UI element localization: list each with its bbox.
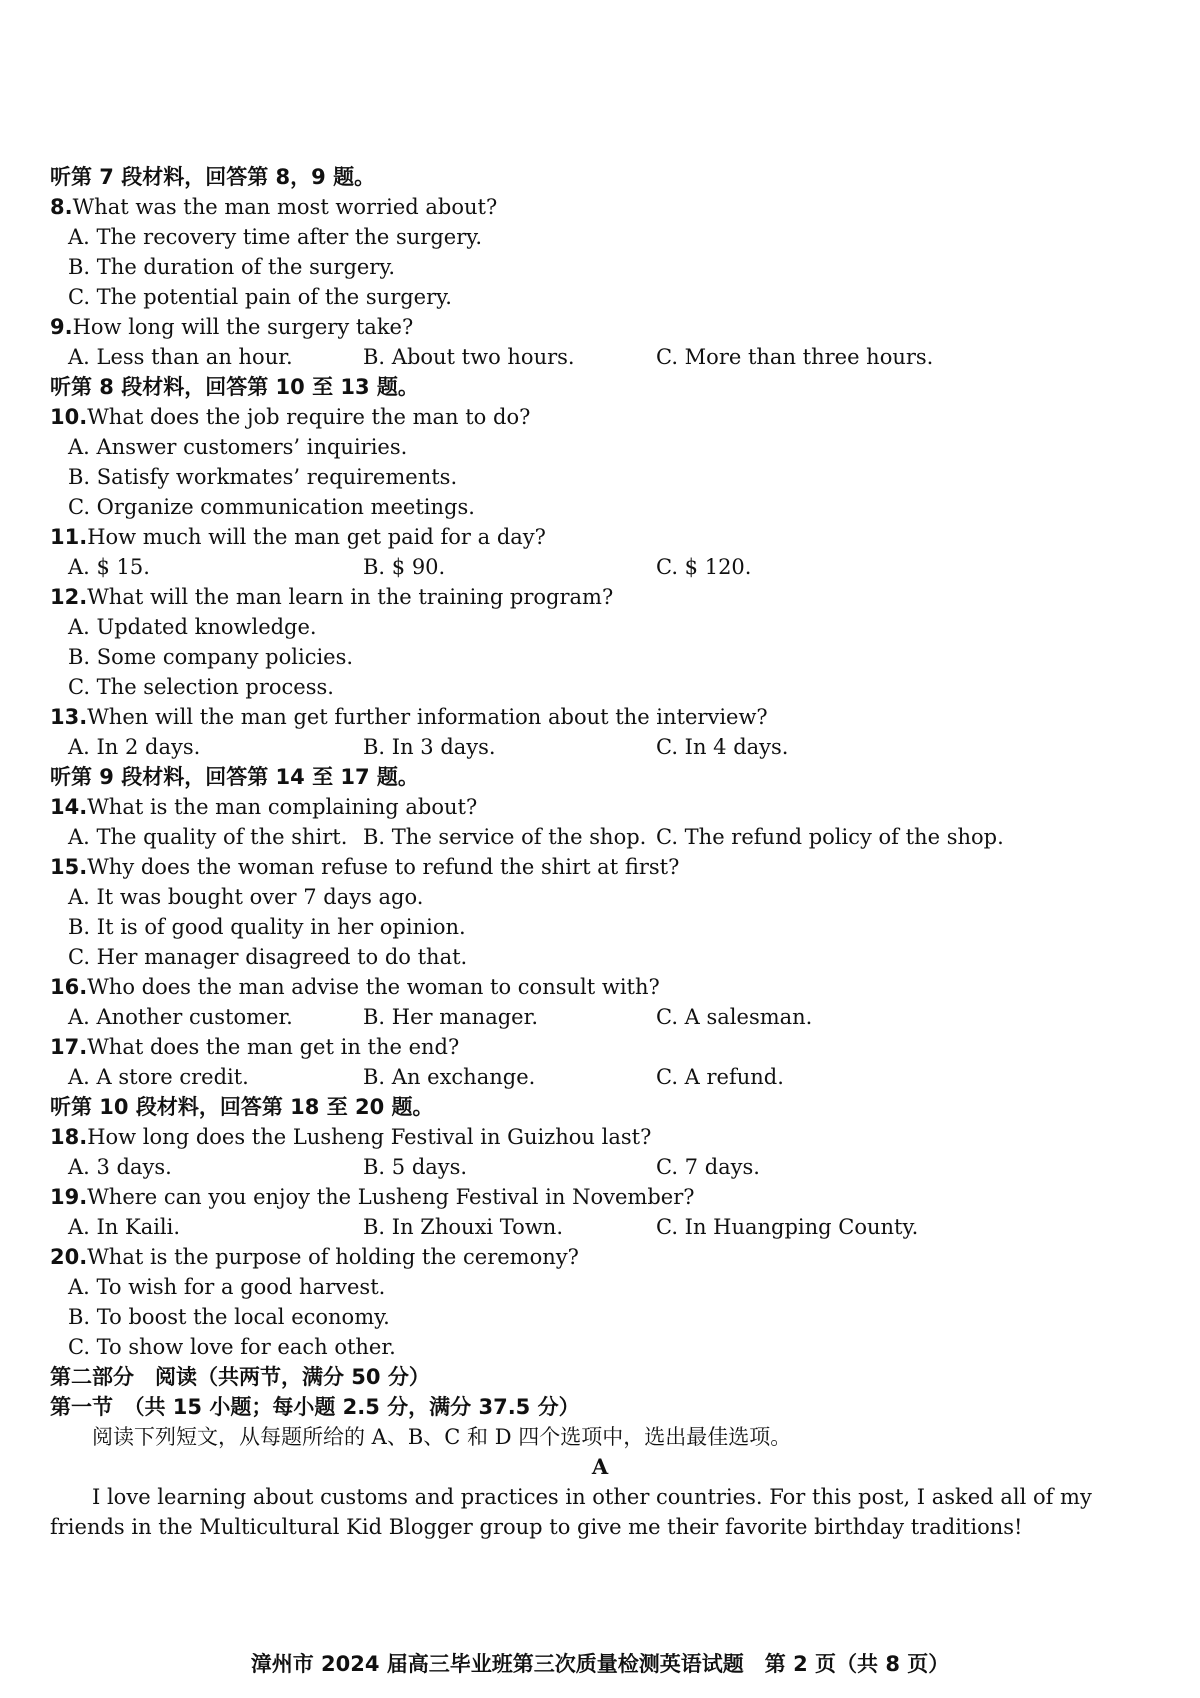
option-b: B. The service of the shop. xyxy=(363,825,647,849)
options-row xyxy=(50,342,1150,372)
option-b: B. Her manager. xyxy=(363,1005,538,1029)
question-text: Who does the man advise the woman to consult with? xyxy=(87,975,660,999)
passage-text: I love learning about customs and practices in other countries. For this post, I asked all of my friends in the Multicultural Kid Blogger group to give me their favorite birthday traditions! xyxy=(50,1485,1092,1539)
option-b: B. 5 days. xyxy=(363,1155,468,1179)
option-b: B. About two hours. xyxy=(363,345,575,369)
question-text: What will the man learn in the training program? xyxy=(87,585,614,609)
question-text: What is the purpose of holding the ceremony? xyxy=(87,1245,579,1269)
question-text: How long will the surgery take? xyxy=(72,315,414,339)
option-c: C. A salesman. xyxy=(656,1005,813,1029)
question-20 xyxy=(50,1242,1150,1272)
question-text: How much will the man get paid for a day? xyxy=(87,525,546,549)
question-text: Why does the woman refuse to refund the shirt at first? xyxy=(87,855,680,879)
option-c: C. In Huangping County. xyxy=(656,1215,919,1239)
question-number: 16. xyxy=(50,975,88,999)
option-b: B. Some company policies. xyxy=(68,645,354,669)
question-number: 9. xyxy=(50,315,73,339)
option-c: C. In 4 days. xyxy=(656,735,789,759)
option-a: A. It was bought over 7 days ago. xyxy=(68,885,424,909)
question-number: 14. xyxy=(50,795,88,819)
section-heading: 听第 8 段材料，回答第 10 至 13 题。 xyxy=(50,375,419,399)
question-15 xyxy=(50,852,1150,882)
options-row xyxy=(50,1212,1150,1242)
question-14 xyxy=(50,792,1150,822)
question-12 xyxy=(50,582,1150,612)
question-number: 8. xyxy=(50,195,73,219)
option-a: A. Answer customers’ inquiries. xyxy=(68,435,408,459)
option-a: A. 3 days. xyxy=(68,1155,172,1179)
option-a: A. $ 15. xyxy=(68,555,150,579)
question-text: What was the man most worried about? xyxy=(72,195,498,219)
part-heading: 第二部分 阅读（共两节，满分 50 分） xyxy=(50,1365,430,1389)
question-17 xyxy=(50,1032,1150,1062)
question-16 xyxy=(50,972,1150,1002)
option-b: B. In 3 days. xyxy=(363,735,496,759)
question-text: What does the man get in the end? xyxy=(87,1035,460,1059)
question-number: 20. xyxy=(50,1245,88,1269)
option-c: C. 7 days. xyxy=(656,1155,760,1179)
option-a: A. To wish for a good harvest. xyxy=(68,1275,386,1299)
section-heading: 第一节 （共 15 小题；每小题 2.5 分，满分 37.5 分） xyxy=(50,1395,580,1419)
option-b: B. The duration of the surgery. xyxy=(68,255,396,279)
exam-page xyxy=(50,162,1150,1542)
question-number: 15. xyxy=(50,855,88,879)
question-text: Where can you enjoy the Lusheng Festival in November? xyxy=(87,1185,695,1209)
option-a: A. In Kaili. xyxy=(68,1215,181,1239)
option-c: C. Organize communication meetings. xyxy=(68,495,475,519)
option-a: A. The recovery time after the surgery. xyxy=(68,225,483,249)
options-row xyxy=(50,732,1150,762)
question-number: 13. xyxy=(50,705,88,729)
question-number: 18. xyxy=(50,1125,88,1149)
option-b: B. It is of good quality in her opinion. xyxy=(68,915,466,939)
question-18 xyxy=(50,1122,1150,1152)
option-b: B. $ 90. xyxy=(363,555,446,579)
option-b: B. An exchange. xyxy=(363,1065,536,1089)
options-row xyxy=(50,552,1150,582)
question-19 xyxy=(50,1182,1150,1212)
option-c: C. The potential pain of the surgery. xyxy=(68,285,452,309)
option-c: C. To show love for each other. xyxy=(68,1335,396,1359)
option-c: C. Her manager disagreed to do that. xyxy=(68,945,468,969)
options-row xyxy=(50,822,1150,852)
option-a: A. The quality of the shirt. xyxy=(68,825,348,849)
instruction-text: 阅读下列短文，从每题所给的 A、B、C 和 D 四个选项中，选出最佳选项。 xyxy=(92,1425,792,1449)
question-text: What is the man complaining about? xyxy=(87,795,478,819)
option-c: C. $ 120. xyxy=(656,555,752,579)
question-text: How long does the Lusheng Festival in Guizhou last? xyxy=(87,1125,652,1149)
question-13 xyxy=(50,702,1150,732)
question-text: When will the man get further information about the interview? xyxy=(87,705,768,729)
option-b: B. To boost the local economy. xyxy=(68,1305,390,1329)
page-footer: 漳州市 2024 届高三毕业班第三次质量检测英语试题 第 2 页（共 8 页） xyxy=(250,1652,950,1676)
section-heading: 听第 7 段材料，回答第 8，9 题。 xyxy=(50,165,376,189)
section-heading: 听第 9 段材料，回答第 14 至 17 题。 xyxy=(50,765,419,789)
question-10 xyxy=(50,402,1150,432)
option-a: A. Updated knowledge. xyxy=(68,615,317,639)
question-number: 17. xyxy=(50,1035,88,1059)
options-row xyxy=(50,1062,1150,1092)
question-text: What does the job require the man to do? xyxy=(87,405,531,429)
option-a: A. Less than an hour. xyxy=(68,345,293,369)
option-c: C. More than three hours. xyxy=(656,345,934,369)
question-number: 12. xyxy=(50,585,88,609)
question-number: 19. xyxy=(50,1185,88,1209)
question-number: 11. xyxy=(50,525,88,549)
option-c: C. The selection process. xyxy=(68,675,334,699)
option-c: C. The refund policy of the shop. xyxy=(656,825,1004,849)
option-a: A. A store credit. xyxy=(68,1065,249,1089)
section-heading: 听第 10 段材料，回答第 18 至 20 题。 xyxy=(50,1095,434,1119)
option-a: A. In 2 days. xyxy=(68,735,201,759)
option-c: C. A refund. xyxy=(656,1065,784,1089)
option-b: B. Satisfy workmates’ requirements. xyxy=(68,465,458,489)
option-a: A. Another customer. xyxy=(68,1005,293,1029)
options-row xyxy=(50,1002,1150,1032)
question-8 xyxy=(50,192,1150,222)
question-11 xyxy=(50,522,1150,552)
question-9 xyxy=(50,312,1150,342)
option-b: B. In Zhouxi Town. xyxy=(363,1215,563,1239)
passage-label: A xyxy=(591,1454,609,1479)
question-number: 10. xyxy=(50,405,88,429)
options-row xyxy=(50,1152,1150,1182)
